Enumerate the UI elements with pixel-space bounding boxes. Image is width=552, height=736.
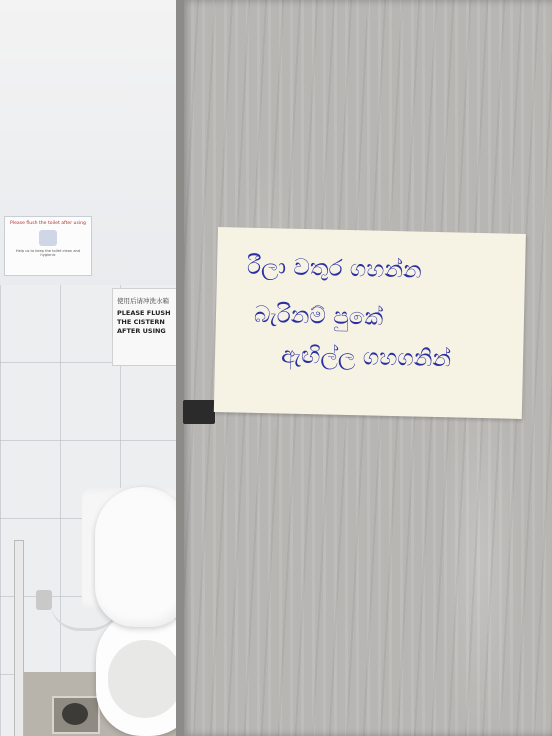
door-latch-icon: [183, 400, 215, 424]
flush-sign-line-1: PLEASE FLUSH: [117, 309, 171, 318]
door-edge: [176, 0, 184, 736]
floor-drain: [52, 696, 100, 734]
door-sign-line-3: ඇඟිල්ල ගහගනින්: [280, 342, 452, 373]
flush-sign-line-3: AFTER USING: [117, 326, 166, 335]
flush-sign-chinese: 使用后请冲洗水箱: [117, 297, 169, 305]
flush-sign-line-2: THE CISTERN: [117, 318, 165, 327]
door-sign-line-1: රීලා වතුර ගහන්න: [246, 253, 422, 284]
flush-reminder-sign: [4, 216, 92, 276]
toilet-bowl-inner: [108, 640, 182, 718]
handwritten-door-sign: [214, 227, 526, 419]
water-pipe: [14, 540, 24, 736]
toilet-icon: [39, 230, 57, 246]
flush-reminder-subtitle: Help us to keep the toilet clean and hygienic: [15, 248, 81, 258]
flush-reminder-title: Please flush the toilet after using: [10, 221, 86, 226]
flush-cistern-sign: [112, 288, 180, 366]
door-sign-line-2: බැරිනම් පුකේ: [253, 301, 384, 331]
